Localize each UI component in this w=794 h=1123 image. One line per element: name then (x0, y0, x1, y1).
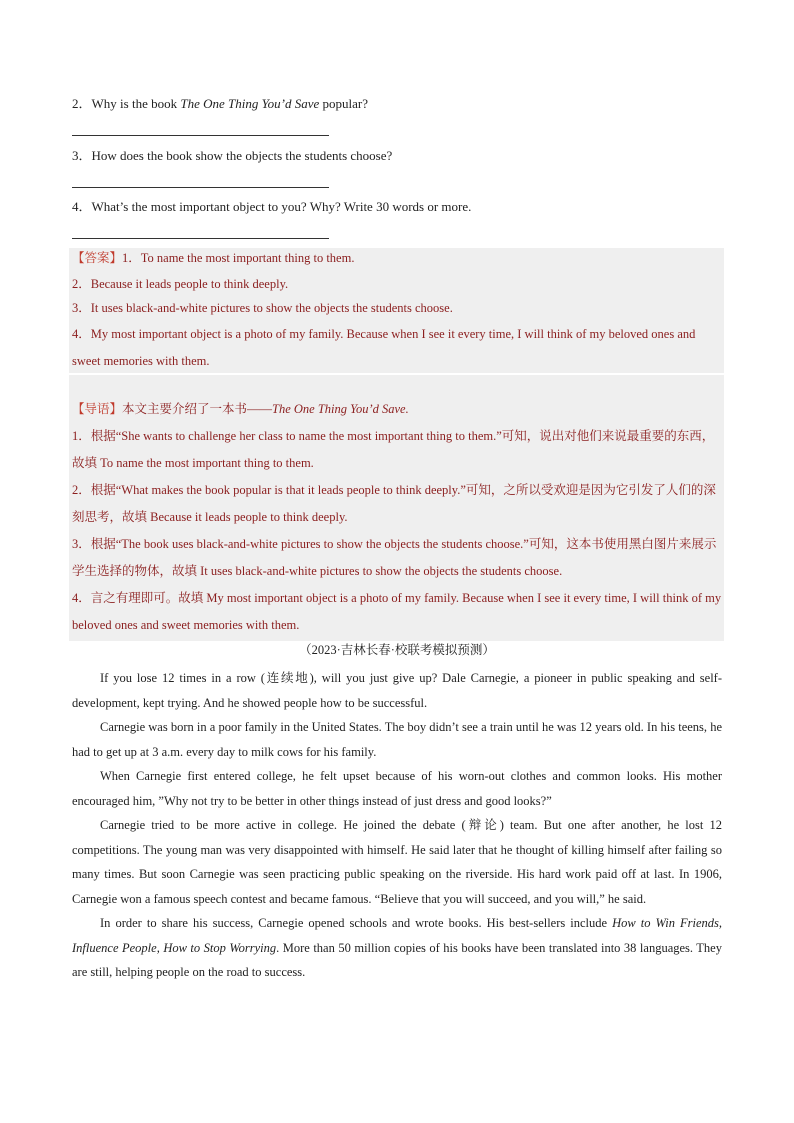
answer-1: 1．To name the most important thing to them. (122, 251, 355, 265)
guide-intro (72, 396, 722, 423)
question-2 (72, 96, 368, 112)
passage-paragraph-5 (72, 911, 722, 985)
answer-section (72, 245, 722, 375)
question-4: 4．What’s the most important object to you? Why? Write 30 words or more. (72, 199, 472, 214)
answer-line-3[interactable] (72, 187, 329, 188)
answer-line-2[interactable] (72, 135, 329, 136)
question-2-number: 2． (72, 96, 92, 111)
answer-3: 3．It uses black-and-white pictures to show the objects the students choose. (72, 301, 453, 315)
passage-paragraph-1: If you lose 12 times in a row (连续地), will you just give up? Dale Carnegie, a pioneer in public speaking and self-development, kept trying. And he showed people how to be successful. (72, 671, 722, 710)
passage-paragraph-2: Carnegie was born in a poor family in the United States. The boy didn’t see a train until he was 12 years old. In his teens, he had to get up at 3 a.m. every day to milk cows for his family. (72, 720, 722, 759)
answer-4: 4．My most important object is a photo of my family. Because when I see it every time, I will think of my beloved ones and sweet memories with them. (72, 327, 696, 368)
question-2-text-end: popular? (319, 96, 368, 111)
answer-bracket: 【答案】 (72, 251, 123, 265)
passage-paragraph-3: When Carnegie first entered college, he felt upset because of his worn-out clothes and common looks. His mother encouraged him, ”Why not try to be better in other things instead of just dress and good looks?” (72, 769, 722, 808)
question-3: 3．How does the book show the objects the students choose? (72, 148, 393, 163)
answer-line-1 (72, 245, 722, 272)
passage-paragraph-4: Carnegie tried to be more active in college. He joined the debate (辩论) team. But one after another, he lost 12 competitions. The young man was very disappointed with himself. He said later that he thought of killing himself after failing so many times. But soon Carnegie was seen practicing public speaking on the riverside. His hard work paid off at last. In 1906, Carnegie won a famous speech contest and became famous. “Believe that you will succeed, and you will,” he said. (72, 818, 722, 906)
carnegie-book-titles: How to Win Friends, Influence People, How to Stop Worrying (72, 916, 723, 955)
guide-point-3: 3．根据“The book uses black-and-white pictures to show the objects the students choose.”可知，这本书使用黑白图片来展示学生选择的物体，故填 It uses black-and-white pictures to show the objects the students choose. (72, 537, 717, 578)
question-2-text-start: Why is the book (91, 96, 181, 111)
paragraph-5-start: In order to share his success, Carnegie opened schools and wrote books. His best-sellers include (100, 916, 613, 930)
guide-point-1: 1．根据“She wants to challenge her class to name the most important thing to them.”可知，说出对他们来说最重要的东西，故填 To name the most important thing to them. (72, 429, 715, 470)
reading-passage (72, 666, 722, 985)
answer-line-4[interactable] (72, 238, 329, 239)
answer-2: 2．Because it leads people to think deeply. (72, 277, 289, 291)
passage-source: （2023·吉林长春·校联考模拟预测） (299, 643, 495, 657)
guide-book-title: The One Thing You’d Save. (272, 402, 409, 416)
guide-intro-text: 本文主要介绍了一本书—— (122, 402, 273, 416)
guide-point-2: 2．根据“What makes the book popular is that it leads people to think deeply.”可知，之所以受欢迎是因为它引发了人们的深刻思考，故填 Because it leads people to think deeply. (72, 483, 716, 524)
guide-bracket: 【导语】 (72, 402, 123, 416)
guide-section (72, 396, 722, 639)
guide-point-4: 4．言之有理即可。故填 My most important object is a photo of my family. Because when I see it every time, I will think of my beloved ones and sweet memories with them. (72, 591, 722, 632)
paragraph-5-end: . More than 50 million copies of his books have been translated into 38 languages. They are still, helping people on the road to success. (72, 940, 722, 979)
book-title: The One Thing You’d Save (180, 96, 320, 111)
